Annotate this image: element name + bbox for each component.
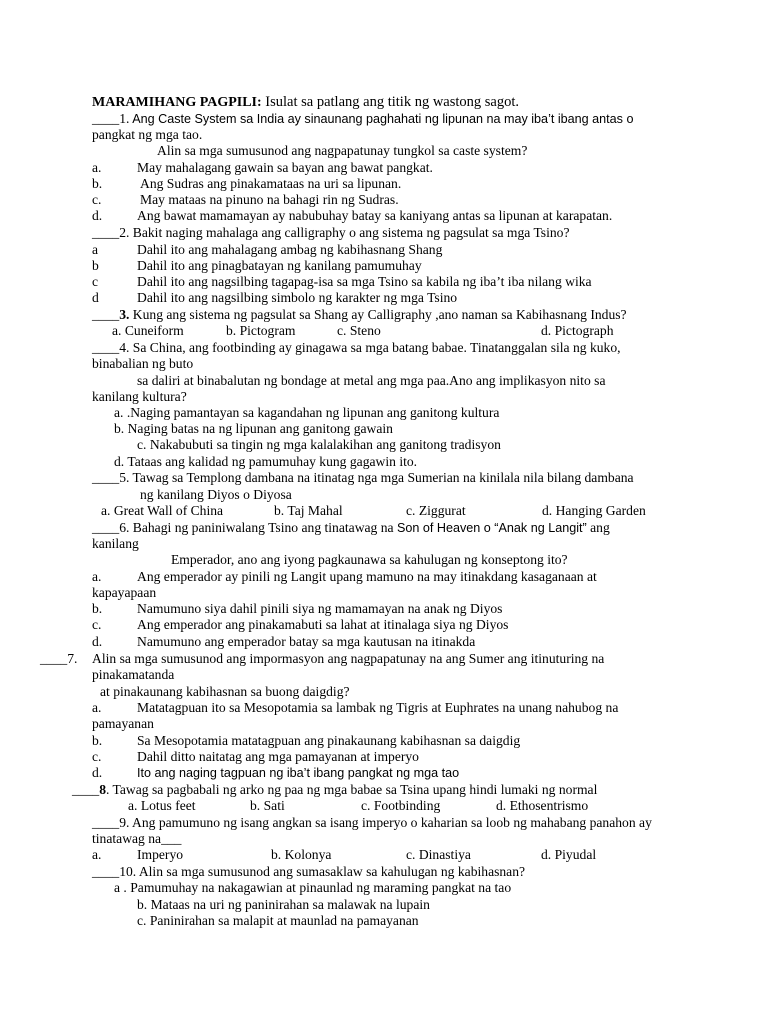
question-number: 1. — [119, 111, 130, 126]
choice-text: Ang bawat mamamayan ay nabubuhay batay sa kaniyang antas sa lipunan at karapatan. — [137, 208, 613, 223]
choice-letter: c — [92, 274, 99, 289]
question-number: 3. — [119, 307, 130, 322]
choice-option: b. Sati — [250, 798, 285, 813]
choice-option: Imperyo — [137, 847, 184, 862]
choice-text: Ang Sudras ang pinakamataas na uri sa lipunan. — [140, 176, 402, 191]
choice-text: Namumuno ang emperador batay sa mga kautusan na itinakda — [137, 634, 476, 649]
question-text: . Tawag sa pagbabali ng arko ng paa ng mga babae sa Tsina upang hindi lumaki ng normal — [105, 782, 598, 797]
question-text: Bakit naging mahalaga ang calligraphy o ang sistema ng pagsulat sa mga Tsino? — [129, 225, 570, 240]
choice-text: Matatagpuan ito sa Mesopotamia sa lambak ng Tigris at Euphrates na unang nahubog na — [137, 700, 619, 715]
choice-option: b. Pictogram — [226, 323, 296, 338]
choice-option: b. Taj Mahal — [274, 503, 343, 518]
question-text-term: Son of Heaven o “Anak ng Langit” — [396, 521, 587, 535]
question-6-stem-cont: kanilang — [92, 536, 139, 551]
question-9-stem-cont: tinatawag na___ — [92, 831, 182, 846]
choice-text-wrap — [137, 274, 592, 290]
question-4-stem-cont: sa daliri at binabalutan ng bondage at metal ang mga paa.Ano ang implikasyon nito sa — [137, 373, 606, 388]
choice-option: c. Footbinding — [361, 798, 441, 813]
choice-option: b. Kolonya — [271, 847, 332, 862]
choice-letter: b. — [92, 601, 103, 616]
question-6-stem-cont: Emperador, ano ang iyong pagkaunawa sa kahulugan ng konseptong ito? — [171, 552, 568, 567]
choice-option: c. Steno — [337, 323, 381, 338]
choice-letter: c. — [92, 192, 102, 207]
question-5-stem-cont: ng kanilang Diyos o Diyosa — [140, 487, 292, 502]
answer-blank: ____ — [92, 340, 120, 355]
answer-blank: ____ — [92, 520, 120, 535]
choice-option: d. Ethosentrismo — [496, 798, 589, 813]
question-text: Bahagi ng paniniwalang Tsino ang tinatawag na — [129, 520, 397, 535]
choice-option: b. Mataas na uri ng paninirahan sa malawak na lupain — [137, 897, 430, 912]
choice-option: d. Pictograph — [541, 323, 614, 338]
question-text: Tawag sa Templong dambana na itinatag nga mga Sumerian na kinilala nila bilang dambana — [129, 470, 634, 485]
question-6-stem — [92, 520, 610, 536]
header-instruction: Isulat sa patlang ang titik ng wastong sagot. — [261, 94, 520, 110]
choice-option: d. Tataas ang kalidad ng pamumuhay kung gagawin ito. — [114, 454, 418, 469]
choice-option: a. .Naging pamantayan sa kagandahan ng lipunan ang ganitong kultura — [114, 405, 500, 420]
choice-letter: b. — [92, 733, 103, 748]
question-9-stem — [92, 815, 652, 831]
question-text: Alin sa mga sumusunod ang sumasaklaw sa kahulugan ng kabihasnan? — [136, 864, 526, 879]
question-number: 5. — [119, 470, 130, 485]
choice-option: a . Pamumuhay na nakagawian at pinaunlad ng maraming pangkat na tao — [114, 880, 512, 895]
answer-blank: ____ — [92, 864, 120, 879]
choice-letter: d. — [92, 765, 103, 780]
choice-option: c. Paninirahan sa malapit at maunlad na pamayanan — [137, 913, 419, 928]
answer-blank: ____ — [92, 815, 120, 830]
answer-blank: ____ — [72, 782, 100, 797]
question-3-stem — [92, 307, 627, 323]
choice-text: Dahil ito ang nagsilbing tagapag-isa sa mga Tsino sa kabila ng iba’t iba nilang wika — [137, 274, 592, 289]
question-8-stem — [72, 782, 597, 798]
choice-text: May mahalagang gawain sa bayan ang bawat pangkat. — [137, 160, 433, 175]
choice-option: b. Naging batas na ng lipunan ang ganitong gawain — [114, 421, 393, 436]
choice-option: c. Ziggurat — [406, 503, 466, 518]
choice-letter: b. — [92, 176, 103, 191]
choice-text-sans: Ito ang naging tagpuan ng iba’t ibang pangkat ng mga tao — [137, 766, 460, 780]
choice-text: Dahil ditto naitatag ang mga pamayanan at imperyo — [137, 749, 419, 764]
choice-text: Dahil ito ang nagsilbing simbolo ng karakter ng mga Tsino — [137, 290, 458, 305]
question-7-stem-cont: pinakamatanda — [92, 667, 175, 682]
question-1-subquestion: Alin sa mga sumusunod ang nagpapatunay tungkol sa caste system? — [157, 143, 528, 158]
answer-blank: ____ — [92, 111, 120, 126]
question-number: 6. — [119, 520, 130, 535]
question-1-stem-cont: pangkat ng mga tao. — [92, 127, 203, 142]
choice-letter: d. — [92, 208, 103, 223]
choice-text: Namumuno siya dahil pinili siya ng mamamayan na anak ng Diyos — [137, 601, 503, 616]
answer-blank: ____ — [92, 225, 120, 240]
choice-letter: a. — [92, 160, 102, 175]
question-10-stem — [92, 864, 525, 880]
question-7-stem — [40, 651, 77, 667]
choice-option: a. Cuneiform — [112, 323, 184, 338]
worksheet-header — [92, 94, 519, 111]
choice-text: Ang emperador ang pinakamabuti sa lahat at itinalaga siya ng Diyos — [137, 617, 509, 632]
choice-option: c. Dinastiya — [406, 847, 471, 862]
question-4-stem-cont: binabalian ng buto — [92, 356, 194, 371]
choice-option: c. Nakabubuti sa tingin ng mga kalalakihan ang ganitong tradisyon — [137, 437, 501, 452]
choice-option: d. Piyudal — [541, 847, 597, 862]
choice-text: Dahil ito ang pinagbatayan ng kanilang pamumuhay — [137, 258, 422, 273]
question-text: Kung ang sistema ng pagsulat sa Shang ay Calligraphy ,ano naman sa Kabihasnang Indus? — [129, 307, 627, 322]
choice-text: pamayanan — [92, 716, 154, 731]
choice-text: May mataas na pinuno na bahagi rin ng Sudras. — [140, 192, 399, 207]
choice-letter: a. — [92, 569, 102, 584]
answer-blank: ____ — [92, 307, 120, 322]
question-number: 10. — [119, 864, 137, 879]
header-label: MARAMIHANG PAGPILI: — [92, 95, 262, 110]
choice-letter: d. — [92, 634, 103, 649]
question-7-stem-cont: at pinakaunang kabihasnan sa buong daigdig? — [100, 684, 350, 699]
question-text: ang — [586, 520, 610, 535]
question-text: Sa China, ang footbinding ay ginagawa sa mga batang babae. Tinatanggalan sila ng kuko, — [129, 340, 621, 355]
answer-blank: ____ — [40, 651, 68, 666]
choice-letter: a — [92, 242, 99, 257]
question-text: Alin sa mga sumusunod ang impormasyon ang nagpapatunay na ang Sumer ang itinuturing na — [92, 651, 605, 666]
choice-letter: b — [92, 258, 99, 273]
question-4-stem — [92, 340, 621, 356]
choice-text: Ang emperador ay pinili ng Langit upang mamuno na may itinakdang kasaganaan at — [137, 569, 597, 584]
choice-option: a. Lotus feet — [128, 798, 196, 813]
choice-option: a. Great Wall of China — [101, 503, 224, 518]
choice-letter: a. — [92, 700, 102, 715]
question-number: 2. — [119, 225, 130, 240]
answer-blank: ____ — [92, 470, 120, 485]
choice-letter: a. — [92, 847, 102, 862]
choice-letter: c. — [92, 749, 102, 764]
choice-letter: c. — [92, 617, 102, 632]
choice-text: kapayapaan — [92, 585, 157, 600]
question-number: 7. — [67, 651, 78, 666]
question-5-stem — [92, 470, 634, 486]
question-number: 4. — [119, 340, 130, 355]
choice-text: Dahil ito ang mahalagang ambag ng kabihasnang Shang — [137, 242, 443, 257]
choice-letter: d — [92, 290, 99, 305]
question-1-stem — [92, 111, 634, 127]
question-text: Ang Caste System sa India ay sinaunang paghahati ng lipunan na may iba’t ibang antas o — [129, 112, 634, 126]
question-number: 9. — [119, 815, 130, 830]
choice-option: d. Hanging Garden — [542, 503, 646, 518]
choice-text — [137, 765, 459, 781]
question-2-stem — [92, 225, 570, 241]
question-4-stem-cont: kanilang kultura? — [92, 389, 187, 404]
question-text: Ang pamumuno ng isang angkan sa isang imperyo o kaharian sa loob ng mahabang panahon ay — [129, 815, 652, 830]
question-number: 8 — [99, 782, 106, 797]
choice-text: Sa Mesopotamia matatagpuan ang pinakaunang kabihasnan sa daigdig — [137, 733, 521, 748]
